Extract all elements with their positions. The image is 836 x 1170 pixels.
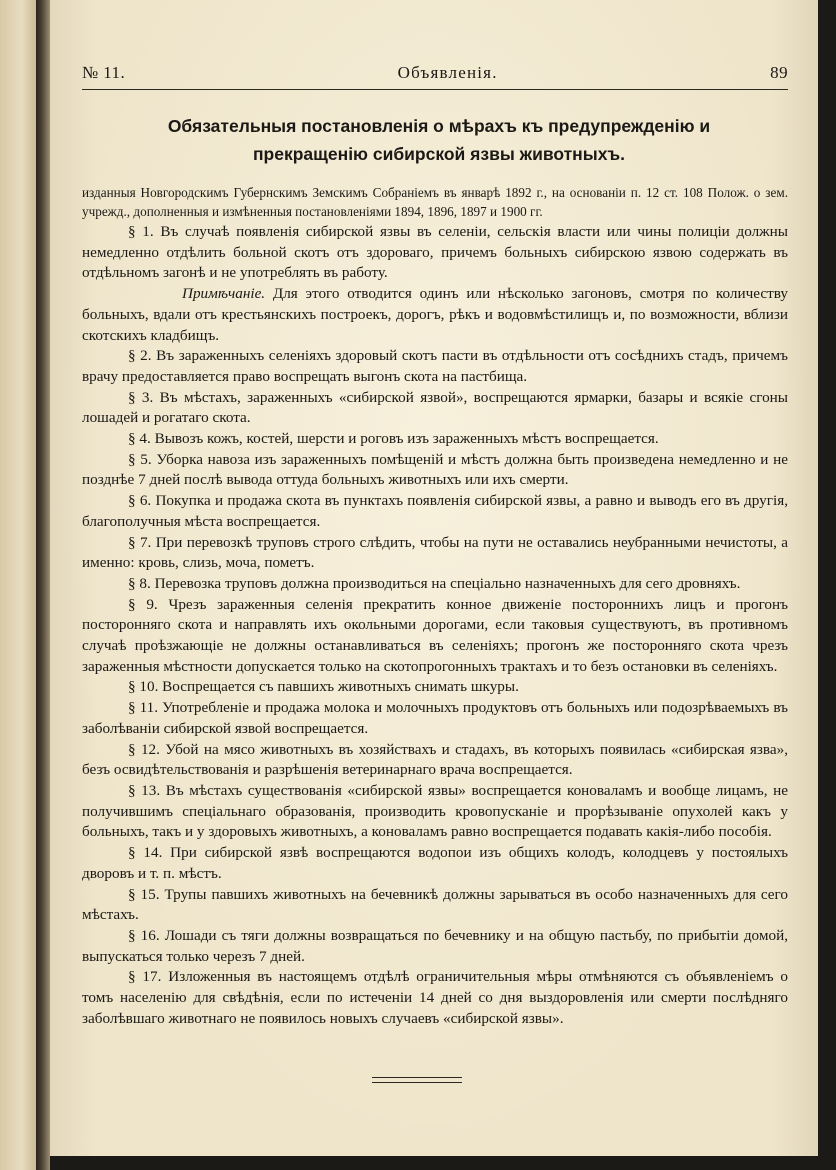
- section-14: § 14. При сибирской язвѣ воспрещаются водопои изъ общихъ колодъ, колодцевъ у постоялыхъ дворовъ и т. п. мѣстъ.: [82, 844, 788, 882]
- section-13: § 13. Въ мѣстахъ существованія «сибирской язвы» воспрещается коноваламъ и вообще лицамъ, не получившимъ спеціальнаго образованія, производить кровопусканіе и прорѣзываніе опухолей какъ у больныхъ, такъ и у здоровыхъ животныхъ, а коноваламъ равно воспрещается подавать какія-либо пособія.: [82, 781, 788, 841]
- section-1: § 1. Въ случаѣ появленія сибирской язвы въ селеніи, сельскія власти или чины полиціи должны немедленно отдѣлить больной скотъ отъ здороваго, причемъ больныхъ сибирскою язвою содержать въ отдѣльномъ загонѣ и не употреблять въ работу.: [82, 223, 788, 282]
- previous-page-edge: [0, 0, 36, 1170]
- section-7: § 7. При перевозкѣ труповъ строго слѣдить, чтобы на пути не оставались неубранными нечистоты, а именно: кровь, слизь, моча, пометъ.: [82, 533, 788, 572]
- document-body: [82, 183, 788, 1029]
- section-2: § 2. Въ зараженныхъ селеніяхъ здоровый скотъ пасти въ отдѣльности отъ сосѣднихъ стадъ, причемъ врачу предоставляется право воспрещать выгонъ скота на пастбища.: [82, 347, 788, 385]
- section-10: § 10. Воспрещается съ павшихъ животныхъ снимать шкуры.: [128, 678, 519, 696]
- issue-number: № 11.: [82, 63, 126, 82]
- section-8: § 8. Перевозка труповъ должна производиться на спеціально назначенныхъ для сего дровняхъ.: [128, 574, 741, 592]
- section-5: § 5. Уборка навоза изъ зараженныхъ помѣщеній и мѣстъ должна быть произведена немедленно и не позднѣе 7 дней послѣ вывода оттуда больныхъ животныхъ или ихъ смерти.: [82, 450, 788, 489]
- header-rule: [82, 89, 788, 90]
- end-rule-divider: [372, 1077, 462, 1083]
- section-12: § 12. Убой на мясо животныхъ въ хозяйствахъ и стадахъ, въ которыхъ появилась «сибирская язва», безъ освидѣтельствованія и разрѣшенія ветеринарнаго врача воспрещается.: [82, 740, 788, 779]
- book-gutter: [36, 0, 50, 1170]
- running-header: [82, 63, 788, 87]
- section-11: § 11. Употребленіе и продажа молока и молочныхъ продуктовъ отъ больныхъ или подозрѣваемыхъ въ заболѣваніи сибирской язвой воспрещается.: [82, 699, 788, 737]
- intro-paragraph: изданныя Новгородскимъ Губернскимъ Земскимъ Собраніемъ въ январѣ 1892 г., на основаніи п. 12 ст. 108 Полож. о зем. учрежд., дополненныя и измѣненныя постановленіями 1894, 1896, 1897 и 1900 гг.: [82, 185, 788, 219]
- section-15: § 15. Трупы павшихъ животныхъ на бечевникѣ должны зарываться въ особо назначенныхъ для сего мѣстахъ.: [82, 885, 788, 924]
- document-title: Обязательныя постановленія о мѣрахъ къ предупрежденію и прекращенію сибирской язвы животныхъ.: [167, 116, 711, 164]
- section-9: § 9. Чрезъ зараженныя селенія прекратить конное движеніе постороннихъ лицъ и прогонъ посторонняго скота и направлять ихъ окольными дорогами, если таковыя существуютъ, въ противномъ случаѣ проѣзжающіе не должны останавливаться въ селеніяхъ; прогонъ же посторонняго скота чрезъ зараженныя мѣстности допускается только на скотопрогонныхъ трактахъ и то безъ остановки въ селеніяхъ.: [82, 595, 788, 675]
- section-16: § 16. Лошади съ тяги должны возвращаться по бечевнику и на общую пастьбу, по прибытіи домой, выпускаться только черезъ 7 дней.: [82, 926, 788, 965]
- section-6: § 6. Покупка и продажа скота въ пунктахъ появленія сибирской язвы, а равно и выводъ его въ другія, благополучныя мѣста воспрещается.: [82, 492, 788, 530]
- page-number: 89: [770, 63, 788, 82]
- document-page: [50, 0, 818, 1156]
- section-3: § 3. Въ мѣстахъ, зараженныхъ «сибирской язвой», воспрещаются ярмарки, базары и всякіе сгоны лошадей и рогатаго скота.: [82, 388, 788, 427]
- note-text: Для этого отводится одинъ или нѣсколько загоновъ, смотря по количеству больныхъ, вдали отъ крестьянскихъ построекъ, дорогъ, рѣкъ и водовмѣстилищъ и, по возможности, вблизи скотскихъ кладбищъ.: [82, 285, 788, 344]
- section-4: § 4. Вывозъ кожъ, костей, шерсти и роговъ изъ зараженныхъ мѣстъ воспрещается.: [128, 430, 659, 448]
- section-17: § 17. Изложенныя въ настоящемъ отдѣлѣ ограничительныя мѣры отмѣняются съ объявленіемъ о томъ населенію для свѣдѣнія, если по истеченіи 14 дней со дня выздоровленія или смерти послѣдняго заболѣвшаго животнаго не появилось новыхъ случаевъ «сибирской язвы».: [82, 968, 788, 1027]
- section-title: Объявленія.: [397, 63, 498, 82]
- note-label: Примѣчаніе.: [182, 285, 266, 303]
- note-paragraph: [82, 284, 788, 346]
